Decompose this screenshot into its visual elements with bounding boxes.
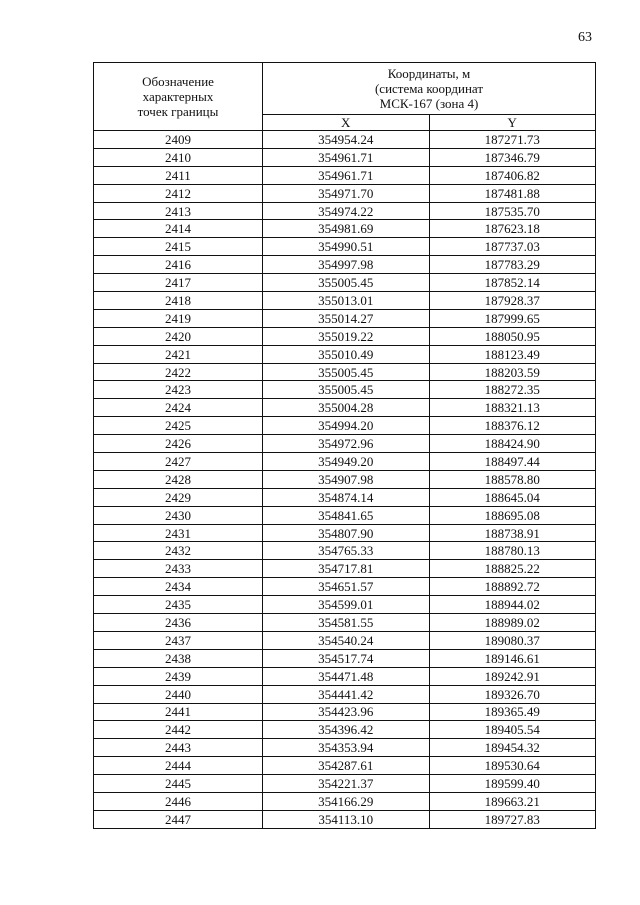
point-id-cell: 2417 — [94, 274, 263, 292]
x-coordinate-cell: 354961.71 — [263, 148, 430, 166]
table-row — [94, 184, 596, 202]
x-coordinate-cell: 354972.96 — [263, 435, 430, 453]
y-coordinate-cell: 187852.14 — [429, 274, 596, 292]
table-row — [94, 739, 596, 757]
table-row — [94, 488, 596, 506]
table-row — [94, 327, 596, 345]
x-coordinate-cell: 354954.24 — [263, 131, 430, 149]
point-id-cell: 2430 — [94, 506, 263, 524]
table-row — [94, 470, 596, 488]
table-row — [94, 775, 596, 793]
y-coordinate-cell: 187783.29 — [429, 256, 596, 274]
table-row — [94, 435, 596, 453]
point-id-cell: 2419 — [94, 309, 263, 327]
y-coordinate-cell: 189727.83 — [429, 810, 596, 828]
y-coordinate-cell: 189405.54 — [429, 721, 596, 739]
table-row — [94, 542, 596, 560]
point-id-cell: 2418 — [94, 292, 263, 310]
point-id-cell: 2412 — [94, 184, 263, 202]
x-coordinate-cell: 354961.71 — [263, 166, 430, 184]
y-coordinate-cell: 188944.02 — [429, 596, 596, 614]
point-header-line: характерных — [142, 89, 214, 104]
table-row — [94, 631, 596, 649]
y-header: Y — [429, 115, 596, 131]
x-coordinate-cell: 355005.45 — [263, 274, 430, 292]
point-id-cell: 2416 — [94, 256, 263, 274]
point-id-cell: 2433 — [94, 560, 263, 578]
table-row — [94, 703, 596, 721]
point-id-cell: 2411 — [94, 166, 263, 184]
point-id-cell: 2420 — [94, 327, 263, 345]
point-id-cell: 2426 — [94, 435, 263, 453]
point-id-cell: 2439 — [94, 667, 263, 685]
point-id-cell: 2437 — [94, 631, 263, 649]
point-id-cell: 2438 — [94, 649, 263, 667]
x-coordinate-cell: 355014.27 — [263, 309, 430, 327]
x-coordinate-cell: 354221.37 — [263, 775, 430, 793]
y-coordinate-cell: 189146.61 — [429, 649, 596, 667]
point-id-cell: 2434 — [94, 578, 263, 596]
table-row — [94, 792, 596, 810]
table-row — [94, 649, 596, 667]
x-coordinate-cell: 355005.45 — [263, 381, 430, 399]
y-coordinate-cell: 187481.88 — [429, 184, 596, 202]
x-coordinate-cell: 355013.01 — [263, 292, 430, 310]
x-coordinate-cell: 354287.61 — [263, 757, 430, 775]
table-row — [94, 578, 596, 596]
table-row — [94, 506, 596, 524]
point-id-cell: 2441 — [94, 703, 263, 721]
table-body — [94, 131, 596, 829]
x-coordinate-cell: 354949.20 — [263, 453, 430, 471]
point-header-line: Обозначение — [142, 74, 214, 89]
y-coordinate-cell: 188738.91 — [429, 524, 596, 542]
y-coordinate-cell: 188203.59 — [429, 363, 596, 381]
x-coordinate-cell: 354113.10 — [263, 810, 430, 828]
x-coordinate-cell: 354765.33 — [263, 542, 430, 560]
y-coordinate-cell: 189365.49 — [429, 703, 596, 721]
x-coordinate-cell: 354471.48 — [263, 667, 430, 685]
y-coordinate-cell: 188645.04 — [429, 488, 596, 506]
table-row — [94, 596, 596, 614]
table-row — [94, 381, 596, 399]
x-coordinate-cell: 354353.94 — [263, 739, 430, 757]
y-coordinate-cell: 187535.70 — [429, 202, 596, 220]
point-id-cell: 2436 — [94, 614, 263, 632]
y-coordinate-cell: 189599.40 — [429, 775, 596, 793]
point-id-cell: 2445 — [94, 775, 263, 793]
x-coordinate-cell: 354599.01 — [263, 596, 430, 614]
y-coordinate-cell: 188989.02 — [429, 614, 596, 632]
x-coordinate-cell: 354874.14 — [263, 488, 430, 506]
y-coordinate-cell: 187346.79 — [429, 148, 596, 166]
table-row — [94, 131, 596, 149]
x-coordinate-cell: 354581.55 — [263, 614, 430, 632]
coordinates-table — [93, 62, 596, 829]
x-coordinate-cell: 355010.49 — [263, 345, 430, 363]
point-id-cell: 2429 — [94, 488, 263, 506]
x-coordinate-cell: 354981.69 — [263, 220, 430, 238]
table-row — [94, 148, 596, 166]
x-coordinate-cell: 354651.57 — [263, 578, 430, 596]
y-coordinate-cell: 187928.37 — [429, 292, 596, 310]
point-id-cell: 2443 — [94, 739, 263, 757]
x-coordinate-cell: 354166.29 — [263, 792, 430, 810]
point-id-cell: 2422 — [94, 363, 263, 381]
coords-header — [263, 63, 596, 115]
x-coordinate-cell: 354994.20 — [263, 417, 430, 435]
table-row — [94, 721, 596, 739]
table-row — [94, 309, 596, 327]
y-coordinate-cell: 187999.65 — [429, 309, 596, 327]
y-coordinate-cell: 187406.82 — [429, 166, 596, 184]
table-row — [94, 274, 596, 292]
table-row — [94, 453, 596, 471]
x-coordinate-cell: 355019.22 — [263, 327, 430, 345]
point-id-cell: 2409 — [94, 131, 263, 149]
point-id-cell: 2440 — [94, 685, 263, 703]
table-row — [94, 685, 596, 703]
point-id-cell: 2447 — [94, 810, 263, 828]
table-row — [94, 363, 596, 381]
x-coordinate-cell: 354841.65 — [263, 506, 430, 524]
table-row — [94, 614, 596, 632]
y-coordinate-cell: 188780.13 — [429, 542, 596, 560]
table-row — [94, 524, 596, 542]
point-id-cell: 2415 — [94, 238, 263, 256]
table-row — [94, 166, 596, 184]
table-row — [94, 345, 596, 363]
point-header — [94, 63, 263, 131]
table-row — [94, 202, 596, 220]
y-coordinate-cell: 188321.13 — [429, 399, 596, 417]
table-row — [94, 757, 596, 775]
table-row — [94, 399, 596, 417]
point-id-cell: 2413 — [94, 202, 263, 220]
table-row — [94, 560, 596, 578]
x-coordinate-cell: 354540.24 — [263, 631, 430, 649]
point-id-cell: 2446 — [94, 792, 263, 810]
y-coordinate-cell: 188376.12 — [429, 417, 596, 435]
coords-header-line: МСК-167 (зона 4) — [379, 96, 479, 111]
point-id-cell: 2424 — [94, 399, 263, 417]
table-row — [94, 256, 596, 274]
table-row — [94, 220, 596, 238]
x-coordinate-cell: 355004.28 — [263, 399, 430, 417]
x-coordinate-cell: 354971.70 — [263, 184, 430, 202]
x-coordinate-cell: 355005.45 — [263, 363, 430, 381]
x-coordinate-cell: 354990.51 — [263, 238, 430, 256]
table-row — [94, 667, 596, 685]
y-coordinate-cell: 187623.18 — [429, 220, 596, 238]
y-coordinate-cell: 188578.80 — [429, 470, 596, 488]
y-coordinate-cell: 189326.70 — [429, 685, 596, 703]
x-coordinate-cell: 354997.98 — [263, 256, 430, 274]
table-row — [94, 238, 596, 256]
point-id-cell: 2421 — [94, 345, 263, 363]
y-coordinate-cell: 187737.03 — [429, 238, 596, 256]
y-coordinate-cell: 188825.22 — [429, 560, 596, 578]
y-coordinate-cell: 188695.08 — [429, 506, 596, 524]
x-coordinate-cell: 354907.98 — [263, 470, 430, 488]
x-coordinate-cell: 354517.74 — [263, 649, 430, 667]
y-coordinate-cell: 188892.72 — [429, 578, 596, 596]
point-id-cell: 2427 — [94, 453, 263, 471]
y-coordinate-cell: 188272.35 — [429, 381, 596, 399]
y-coordinate-cell: 189080.37 — [429, 631, 596, 649]
point-id-cell: 2414 — [94, 220, 263, 238]
x-header: X — [263, 115, 430, 131]
y-coordinate-cell: 189530.64 — [429, 757, 596, 775]
x-coordinate-cell: 354396.42 — [263, 721, 430, 739]
table-row — [94, 417, 596, 435]
coords-header-line: Координаты, м — [387, 66, 471, 81]
table-row — [94, 292, 596, 310]
x-coordinate-cell: 354807.90 — [263, 524, 430, 542]
y-coordinate-cell: 188050.95 — [429, 327, 596, 345]
point-id-cell: 2410 — [94, 148, 263, 166]
x-coordinate-cell: 354974.22 — [263, 202, 430, 220]
point-id-cell: 2423 — [94, 381, 263, 399]
y-coordinate-cell: 189242.91 — [429, 667, 596, 685]
point-id-cell: 2431 — [94, 524, 263, 542]
y-coordinate-cell: 188497.44 — [429, 453, 596, 471]
point-id-cell: 2442 — [94, 721, 263, 739]
point-id-cell: 2432 — [94, 542, 263, 560]
x-coordinate-cell: 354423.96 — [263, 703, 430, 721]
point-id-cell: 2428 — [94, 470, 263, 488]
y-coordinate-cell: 189663.21 — [429, 792, 596, 810]
page-number: 63 — [578, 30, 592, 45]
table-row — [94, 810, 596, 828]
y-coordinate-cell: 188424.90 — [429, 435, 596, 453]
point-id-cell: 2435 — [94, 596, 263, 614]
coords-header-line: (система координат — [374, 81, 484, 96]
y-coordinate-cell: 188123.49 — [429, 345, 596, 363]
point-id-cell: 2444 — [94, 757, 263, 775]
point-id-cell: 2425 — [94, 417, 263, 435]
x-coordinate-cell: 354717.81 — [263, 560, 430, 578]
y-coordinate-cell: 189454.32 — [429, 739, 596, 757]
y-coordinate-cell: 187271.73 — [429, 131, 596, 149]
x-coordinate-cell: 354441.42 — [263, 685, 430, 703]
point-header-line: точек границы — [137, 104, 219, 119]
